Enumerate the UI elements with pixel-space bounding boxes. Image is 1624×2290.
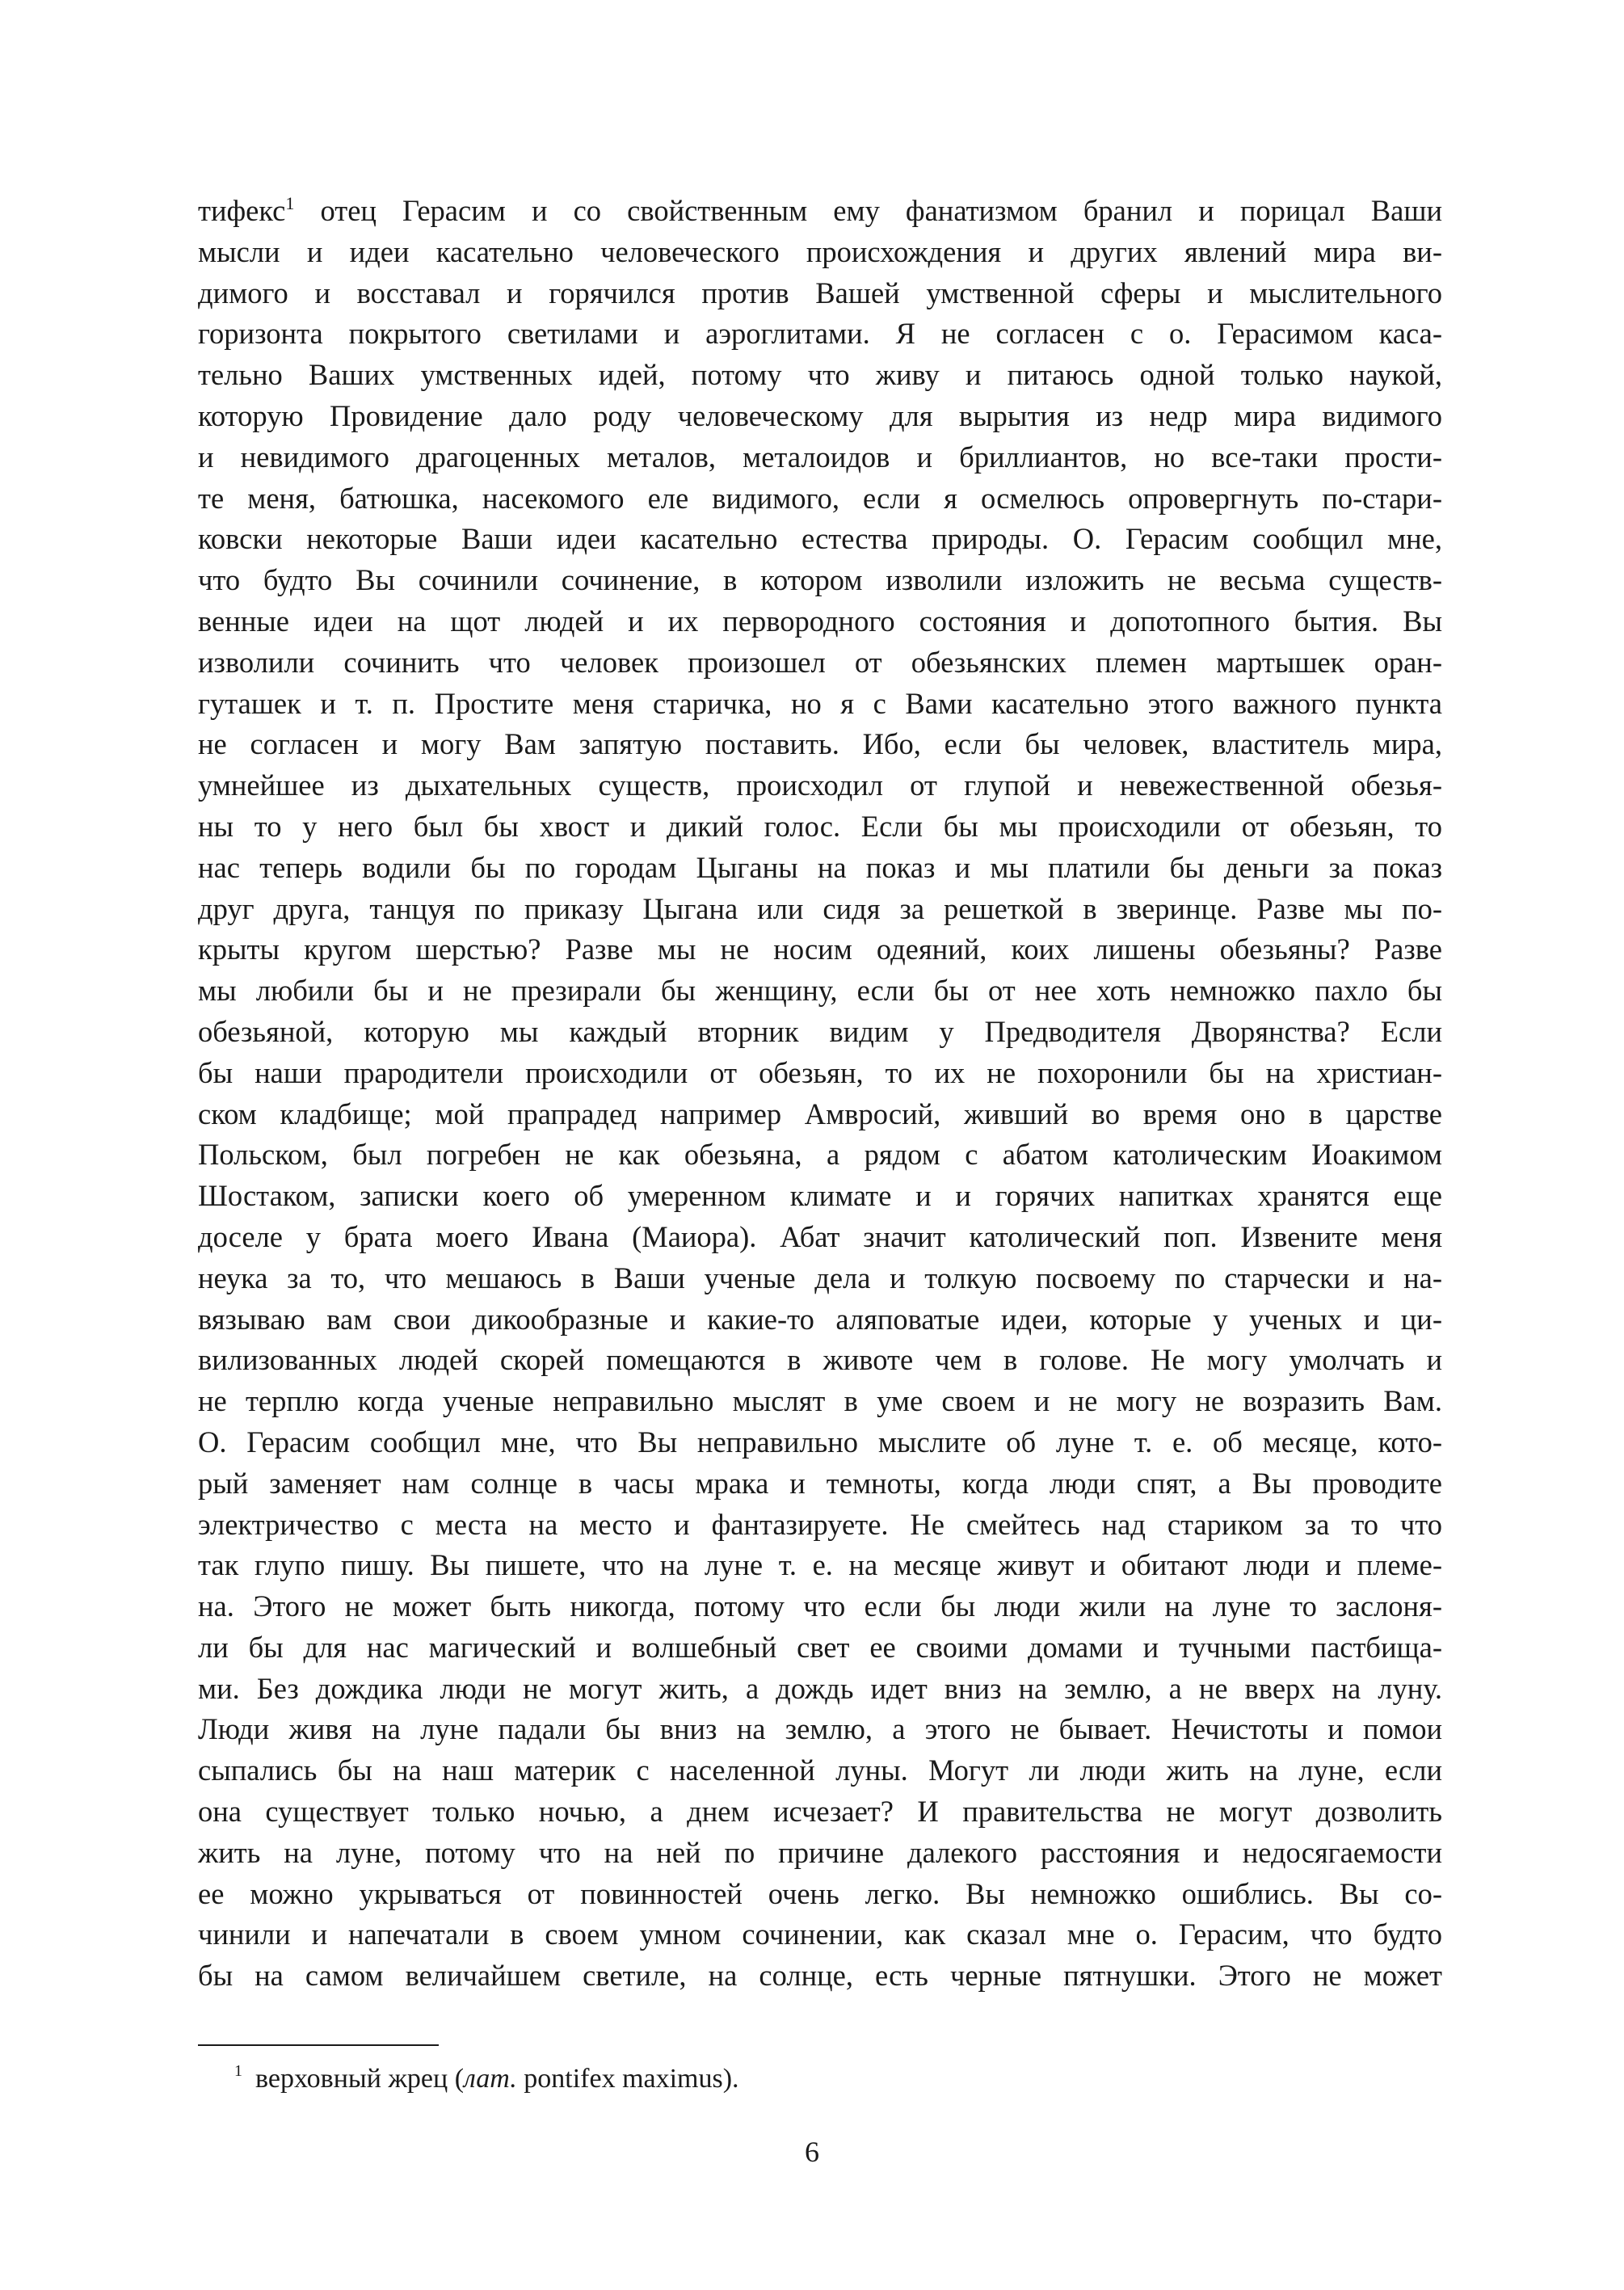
- text-line: бы на самом величайшем светиле, на солнце, есть черные пятнушки. Этого не может: [198, 1959, 1442, 1993]
- text-line: Польском, был погребен не как обезьяна, а рядом с абатом католическим Иоакимом: [198, 1138, 1442, 1172]
- body-text: [198, 191, 1442, 2038]
- text-line: неука за то, что мешаюсь в Ваши ученые дела и толкую посвоему по старчески и на-: [198, 1261, 1442, 1294]
- text-line: вязываю вам свои дикообразные и какие-то аляповатые идеи, которые у ученых и ци-: [198, 1302, 1442, 1336]
- text-line: ковски некоторые Ваши идеи касательно естества природы. О. Герасим сообщил мне,: [198, 522, 1442, 556]
- text-line: ми. Без дождика люди не могут жить, а дождь идет вниз на землю, а не вверх на луну.: [198, 1671, 1442, 1705]
- text-line: О. Герасим сообщил мне, что Вы неправильно мыслите об луне т. е. об месяце, кото-: [198, 1425, 1442, 1459]
- text-line-1: [198, 191, 1442, 232]
- text-line-1-end: отец Герасим и со свойственным ему фанатизмом бранил и порицал Ваши: [320, 194, 1442, 227]
- text-line: нас теперь водили бы по городам Цыганы на показ и мы платили бы деньги за показ: [198, 850, 1442, 884]
- text-line: мысли и идеи касательно человеческого происхождения и других явлений мира ви-: [198, 234, 1442, 268]
- text-line: она существует только ночью, а днем исчезает? И правительства не могут дозволить: [198, 1795, 1442, 1829]
- text-line: обезьяной, которую мы каждый вторник видим у Предводителя Дворянства? Если: [198, 1014, 1442, 1048]
- footnote-text-after: pontifex maximus).: [516, 2064, 739, 2094]
- text-line: ском кладбище; мой прапрадед например Амвросий, живший во время оно в царстве: [198, 1097, 1442, 1130]
- footnote-divider: [198, 2044, 439, 2046]
- text-line: не согласен и могу Вам запятую поставить. Ибо, если бы человек, властитель мира,: [198, 727, 1442, 761]
- text-line: гуташек и т. п. Простите меня старичка, но я с Вами касательно этого важного пункта: [198, 686, 1442, 720]
- text-line: сыпались бы на наш материк с населенной луны. Могут ли люди жить на луне, если: [198, 1753, 1442, 1787]
- footnote-reference: 1: [285, 193, 295, 213]
- text-line: которую Провидение дало роду человеческому для вырытия из недр мира видимого: [198, 398, 1442, 432]
- text-line: тельно Ваших умственных идей, потому что живу и питаюсь одной только наукой,: [198, 358, 1442, 392]
- text-line: изволили сочинить что человек произошел от обезьянских племен мартышек оран-: [198, 645, 1442, 679]
- text-line: димого и восставал и горячился против Вашей умственной сферы и мыслительного: [198, 276, 1442, 309]
- text-line: так глупо пишу. Вы пишете, что на луне т. е. на месяце живут и обитают люди и племе-: [198, 1548, 1442, 1582]
- text-line: и невидимого драгоценных металов, металоидов и бриллиантов, но все-таки прости-: [198, 440, 1442, 474]
- text-line: мы любили бы и не презирали бы женщину, если бы от нее хоть немножко пахло бы: [198, 974, 1442, 1008]
- text-line: горизонта покрытого светилами и аэроглитами. Я не согласен с о. Герасимом каса-: [198, 317, 1442, 351]
- text-line: вилизованных людей скорей помещаются в животе чем в голове. Не могу умолчать и: [198, 1343, 1442, 1377]
- text-line: жить на луне, потому что на ней по причине далекого расстояния и недосягаемости: [198, 1835, 1442, 1869]
- text-line: ли бы для нас магический и волшебный свет ее своими домами и тучными пастбища-: [198, 1630, 1442, 1664]
- text-line: друг друга, танцуя по приказу Цыгана или сидя за решеткой в зверинце. Разве мы по-: [198, 891, 1442, 925]
- footnote-text-before: верховный жрец (: [255, 2064, 465, 2094]
- footnote-number: 1: [234, 2062, 242, 2080]
- text-line: Шостаком, записки коего об умеренном климате и и горячих напитках хранятся еще: [198, 1179, 1442, 1213]
- text-line: доселе у брата моего Ивана (Маиора). Абат значит католический поп. Извените меня: [198, 1219, 1442, 1253]
- text-line: что будто Вы сочинили сочинение, в котором изволили изложить не весьма существ-: [198, 563, 1442, 597]
- page-number: 6: [805, 2136, 819, 2168]
- text-line: [198, 1997, 1442, 2038]
- footnote-abbreviation: лат.: [464, 2064, 517, 2094]
- text-line: рый заменяет нам солнце в часы мрака и темноты, когда люди спят, а Вы проводите: [198, 1466, 1442, 1500]
- text-line: крыты кругом шерстью? Разве мы не носим одеяний, коих лишены обезьяны? Разве: [198, 932, 1442, 966]
- text-line: бы наши прародители происходили от обезьян, то их не похоронили бы на христиан-: [198, 1055, 1442, 1089]
- text-line-1-start: тифекс: [198, 194, 286, 227]
- text-line: не терплю когда ученые неправильно мыслят в уме своем и не могу не возразить Вам.: [198, 1384, 1442, 1418]
- text-line: электричество с места на место и фантазируете. Не смейтесь над стариком за то что: [198, 1507, 1442, 1541]
- text-line: на. Этого не может быть никогда, потому что если бы люди жили на луне то заслоня-: [198, 1589, 1442, 1623]
- footnote: [234, 2059, 739, 2099]
- text-line: те меня, батюшка, насекомого еле видимого, если я осмелюсь опровергнуть по-стари-: [198, 481, 1442, 515]
- text-line: ее можно укрываться от повинностей очень легко. Вы немножко ошиблись. Вы со-: [198, 1876, 1442, 1910]
- text-line: венные идеи на щот людей и их первородного состояния и допотопного бытия. Вы: [198, 604, 1442, 638]
- text-line: умнейшее из дыхательных существ, происходил от глупой и невежественной обезья-: [198, 768, 1442, 802]
- text-line: чинили и напечатали в своем умном сочинении, как сказал мне о. Герасим, что будто: [198, 1917, 1442, 1951]
- text-line: ны то у него был бы хвост и дикий голос. Если бы мы происходили от обезьян, то: [198, 809, 1442, 843]
- text-line: Люди живя на луне падали бы вниз на землю, а этого не бывает. Нечистоты и помои: [198, 1712, 1442, 1746]
